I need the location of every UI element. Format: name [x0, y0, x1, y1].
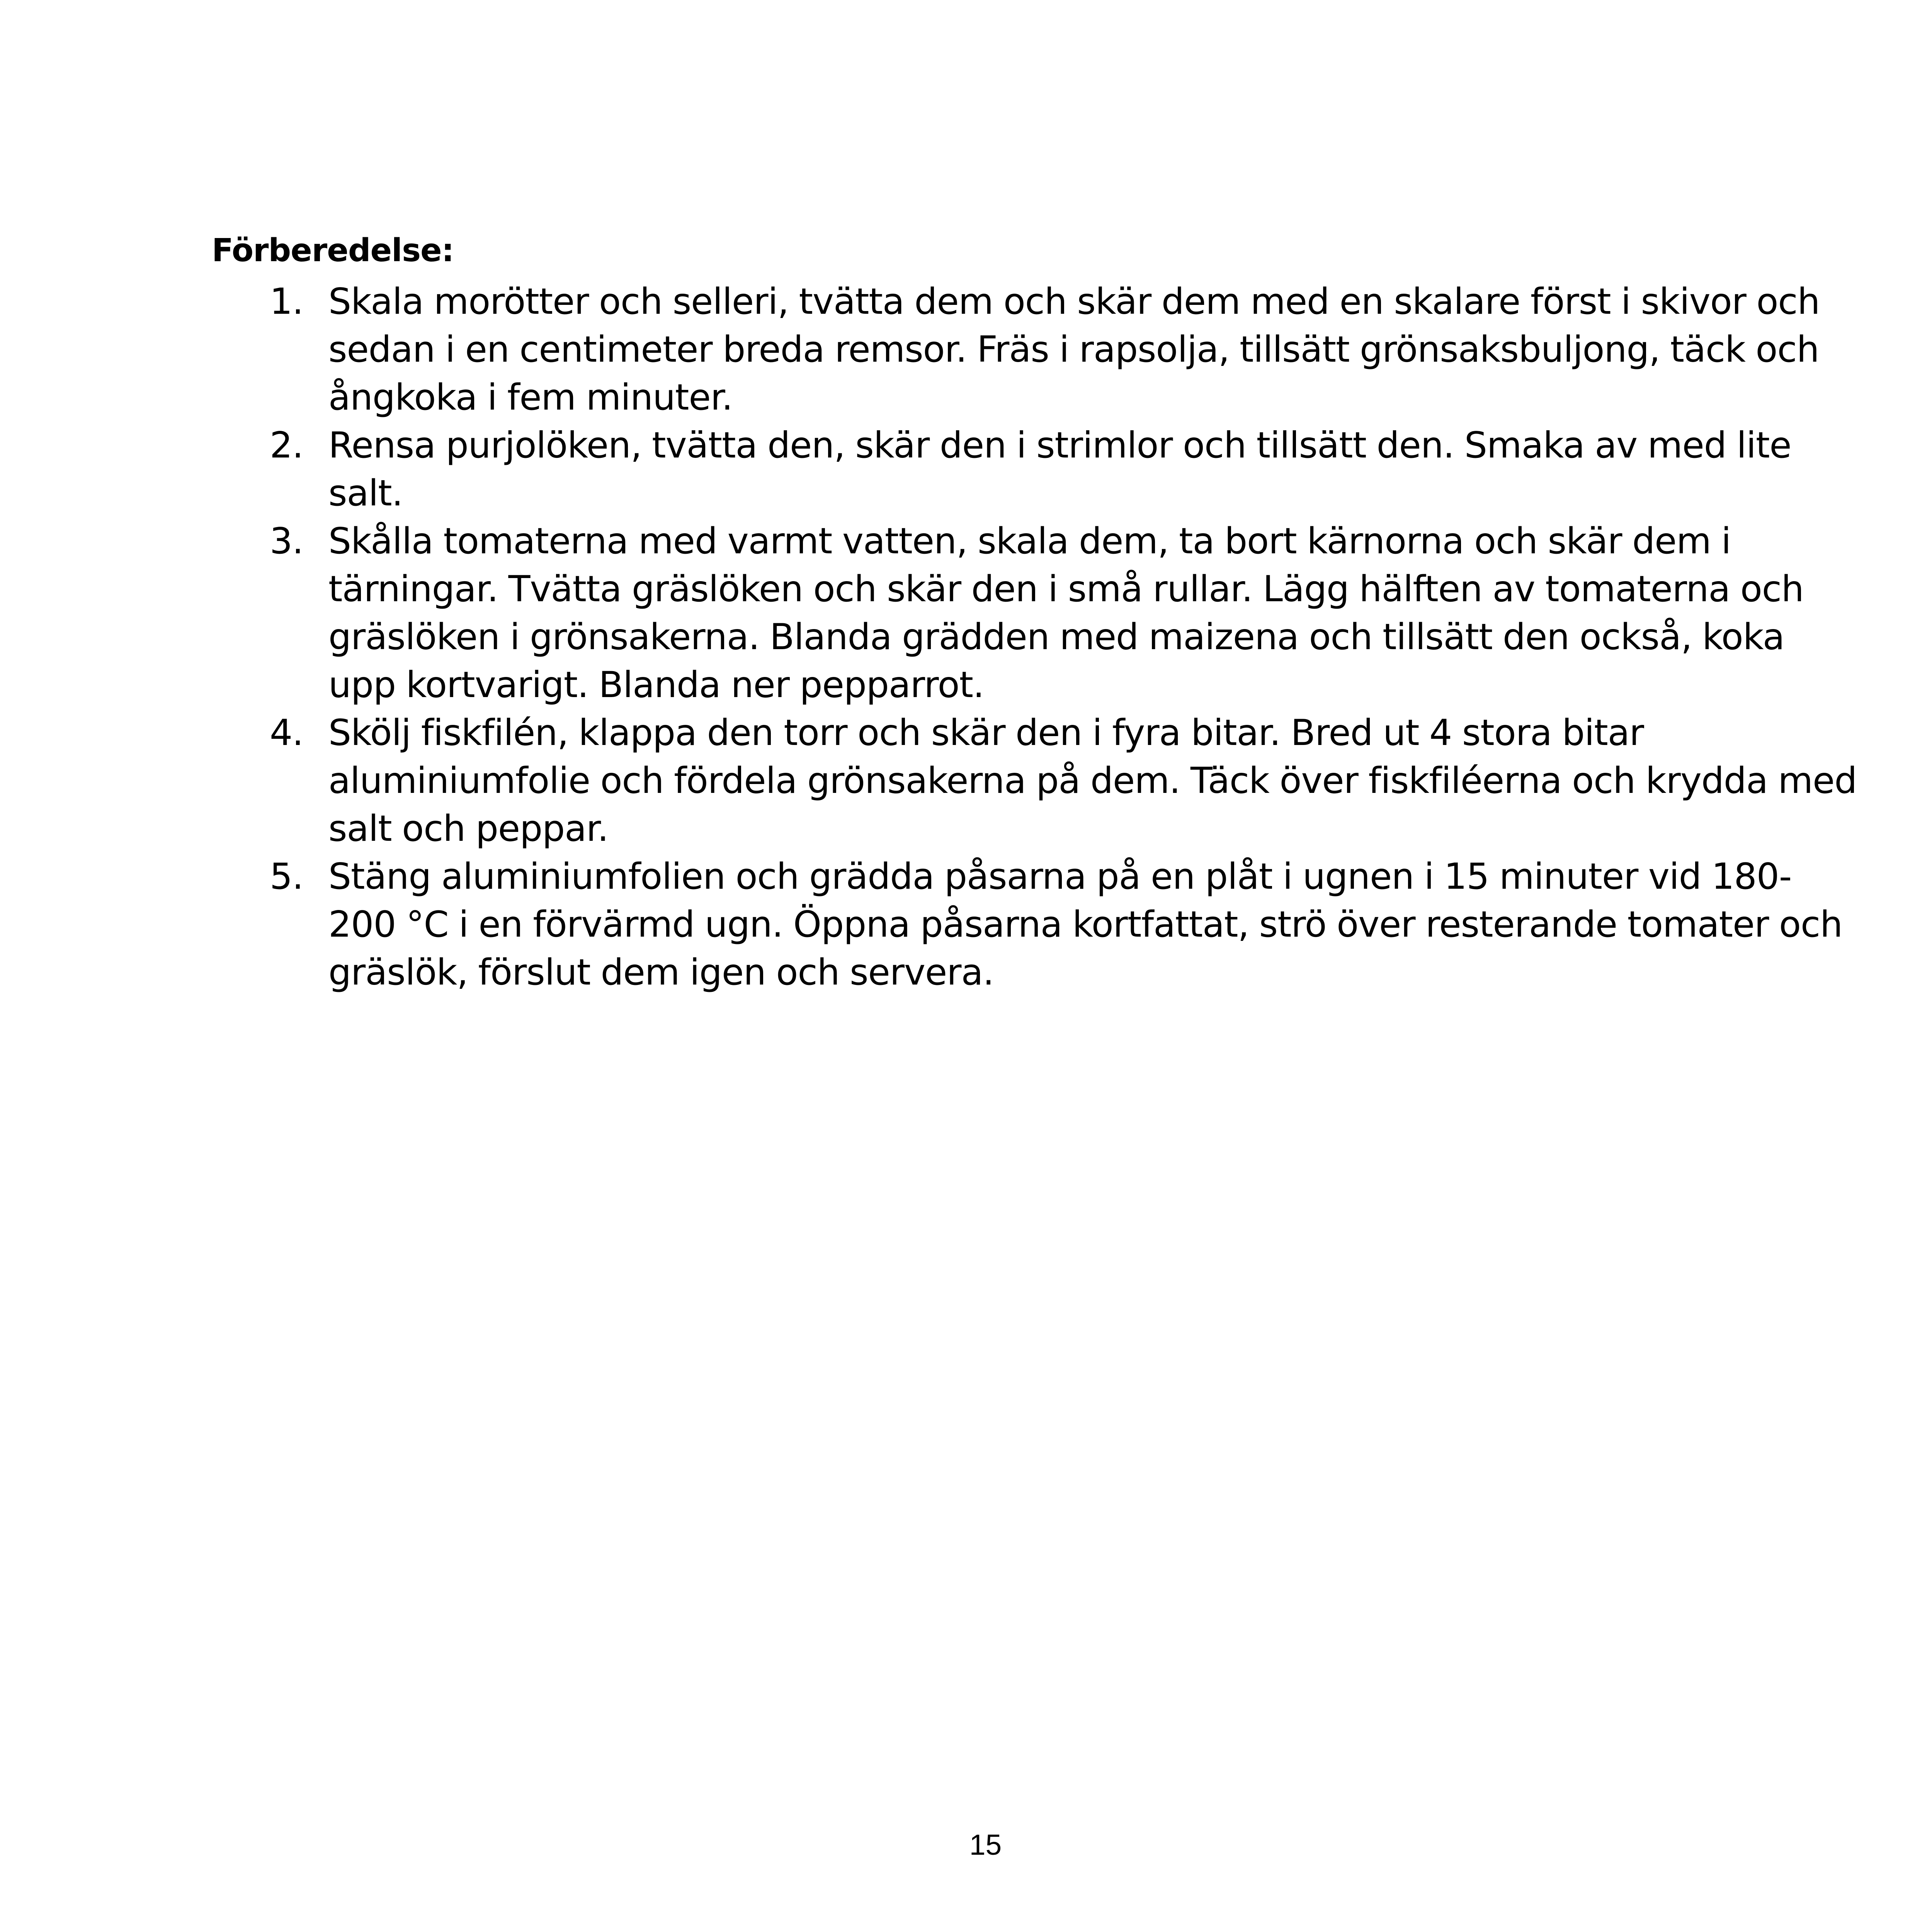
step-number: 3.	[270, 520, 303, 562]
step-text: Stäng aluminiumfolien och grädda påsarna på en plåt i ugnen i 15 minuter vid 180-200 °C i en förvärmd ugn. Öppna påsarna kortfattat, strö över resterande tomater och gräslök, förslut dem igen och servera.	[328, 855, 1843, 993]
step-text: Skölj fiskfilén, klappa den torr och skär den i fyra bitar. Bred ut 4 stora bitar aluminiumfolie och fördela grönsakerna på dem. Täck över fiskfiléerna och krydda med salt och peppar.	[328, 712, 1857, 849]
list-item	[212, 277, 1858, 421]
step-number: 5.	[270, 855, 303, 897]
page-number: 15	[969, 1828, 1002, 1861]
step-text: Skålla tomaterna med varmt vatten, skala dem, ta bort kärnorna och skär dem i tärningar. Tvätta gräslöken och skär den i små rullar. Lägg hälften av tomaterna och gräslöken i grönsakerna. Blanda grädden med maizena och tillsätt den också, koka upp kortvarigt. Blanda ner pepparrot.	[328, 520, 1804, 706]
list-item	[212, 852, 1858, 996]
step-text: Rensa purjolöken, tvätta den, skär den i strimlor och tillsätt den. Smaka av med lite salt.	[328, 424, 1791, 514]
section-heading: Förberedelse:	[212, 232, 454, 269]
list-item	[212, 709, 1858, 852]
step-number: 2.	[270, 424, 303, 466]
list-item	[212, 517, 1858, 709]
step-number: 4.	[270, 712, 303, 753]
steps-list	[212, 277, 1858, 996]
step-number: 1.	[270, 281, 303, 322]
step-text: Skala morötter och selleri, tvätta dem och skär dem med en skalare först i skivor och sedan i en centimeter breda remsor. Fräs i rapsolja, tillsätt grönsaksbuljong, täck och ångkoka i fem minuter.	[328, 281, 1820, 418]
list-item	[212, 421, 1858, 517]
